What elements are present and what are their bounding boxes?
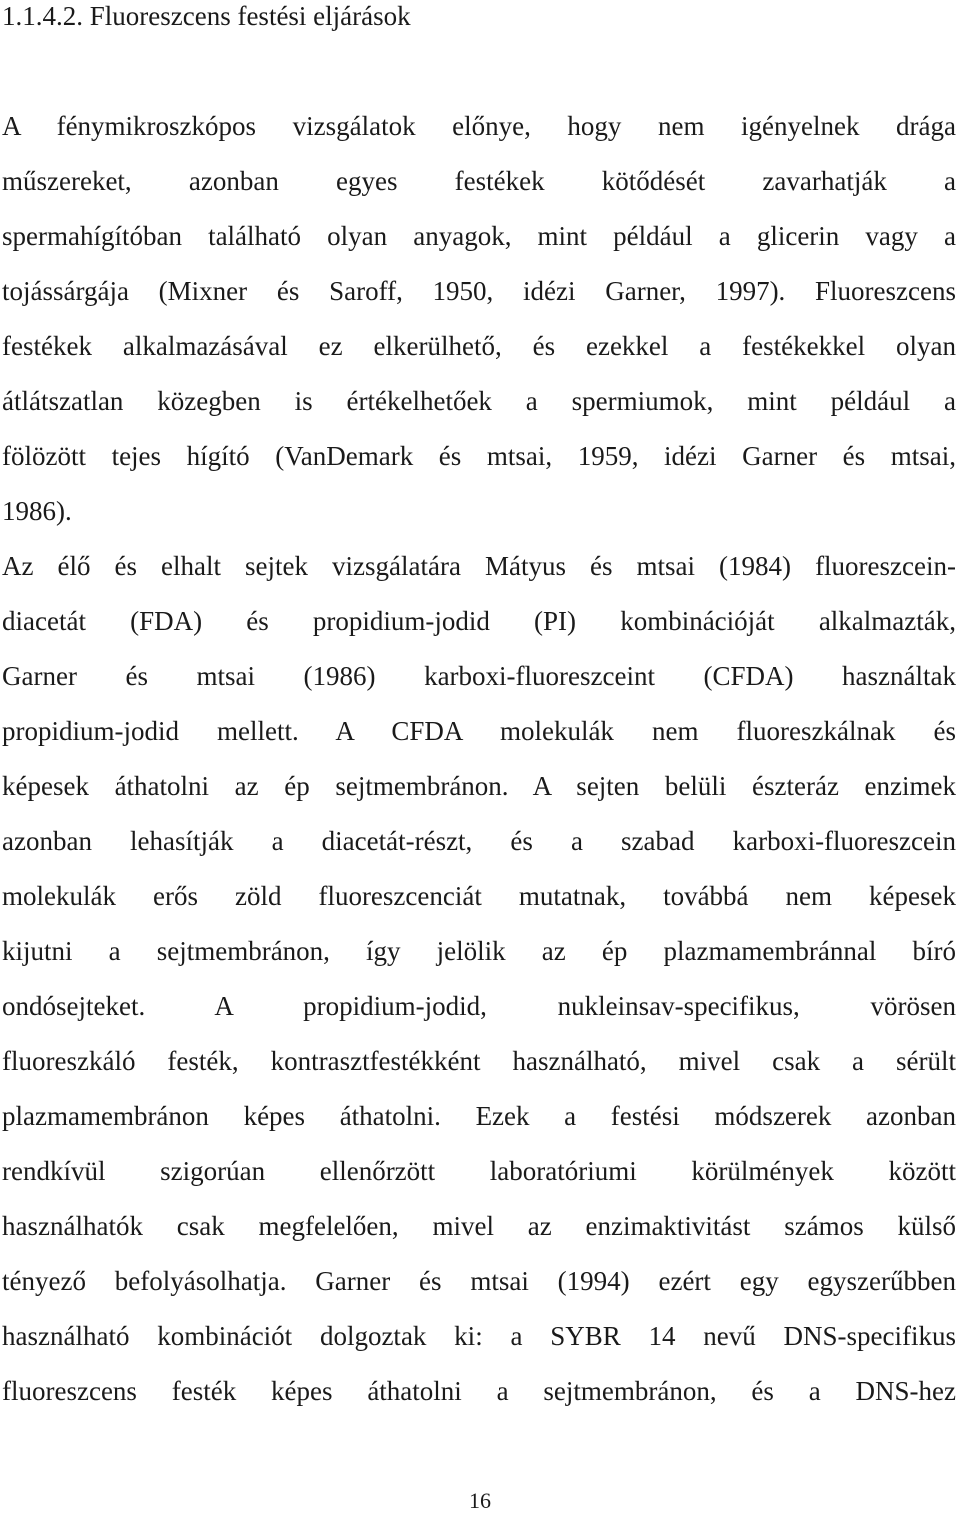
text-line: használható kombinációt dolgoztak ki: a SYBR 14 nevű DNS-specifikus — [2, 1321, 956, 1351]
text-line: Az élő és elhalt sejtek vizsgálatára Mátyus és mtsai (1984) fluoreszcein- — [2, 551, 956, 581]
text-line: fluoreszkáló festék, kontrasztfestékként használható, mivel csak a sérült — [2, 1046, 956, 1076]
text-line: fölözött tejes hígító (VanDemark és mtsai, 1959, idézi Garner és mtsai, — [2, 441, 956, 471]
text-line: festékek alkalmazásával ez elkerülhető, és ezekkel a festékekkel olyan — [2, 331, 956, 361]
text-line: fluoreszcens festék képes áthatolni a sejtmembránon, és a DNS-hez — [2, 1376, 956, 1406]
text-line: tojássárgája (Mixner és Saroff, 1950, idézi Garner, 1997). Fluoreszcens — [2, 276, 956, 306]
section-heading: 1.1.4.2. Fluoreszcens festési eljárások — [2, 1, 411, 31]
text-line: használhatók csak megfelelően, mivel az enzimaktivitást számos külső — [2, 1211, 956, 1241]
text-line: 1986). — [2, 496, 72, 526]
text-line: rendkívül szigorúan ellenőrzött laboratóriumi körülmények között — [2, 1156, 956, 1186]
text-line: propidium-jodid mellett. A CFDA molekulák nem fluoreszkálnak és — [2, 716, 956, 746]
text-line: diacetát (FDA) és propidium-jodid (PI) kombinációját alkalmazták, — [2, 606, 956, 636]
page-number: 16 — [469, 1488, 491, 1513]
text-line: átlátszatlan közegben is értékelhetőek a spermiumok, mint például a — [2, 386, 956, 416]
text-line: molekulák erős zöld fluoreszcenciát mutatnak, továbbá nem képesek — [2, 881, 956, 911]
text-line: kijutni a sejtmembránon, így jelölik az ép plazmamembránnal bíró — [2, 936, 956, 966]
text-line: plazmamembránon képes áthatolni. Ezek a festési módszerek azonban — [2, 1101, 956, 1131]
text-line: spermahígítóban található olyan anyagok, mint például a glicerin vagy a — [2, 221, 956, 251]
text-line: tényező befolyásolhatja. Garner és mtsai (1994) ezért egy egyszerűbben — [2, 1266, 956, 1296]
text-line: azonban lehasítják a diacetát-részt, és a szabad karboxi-fluoreszcein — [2, 826, 956, 856]
text-line: A fénymikroszkópos vizsgálatok előnye, hogy nem igényelnek drága — [2, 111, 956, 141]
text-line: ondósejteket. A propidium-jodid, nukleinsav-specifikus, vörösen — [2, 991, 956, 1021]
text-line: képesek áthatolni az ép sejtmembránon. A sejten belüli észteráz enzimek — [2, 771, 956, 801]
text-line: műszereket, azonban egyes festékek kötődését zavarhatják a — [2, 166, 956, 196]
text-line: Garner és mtsai (1986) karboxi-fluoreszceint (CFDA) használtak — [2, 661, 956, 691]
